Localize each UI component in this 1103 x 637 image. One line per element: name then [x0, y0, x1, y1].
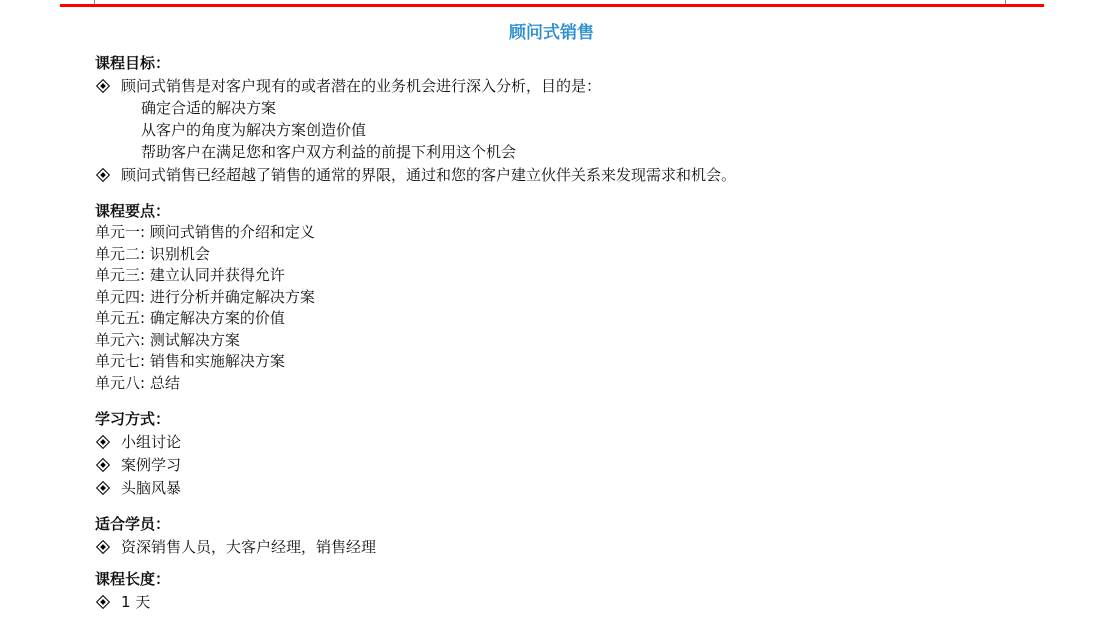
unit-item: 单元五: 确定解决方案的价值 — [95, 309, 285, 327]
method-heading: 学习方式： — [95, 410, 171, 428]
unit-item: 单元七: 销售和实施解决方案 — [95, 352, 285, 370]
unit-item: 单元三: 建立认同并获得允许 — [95, 266, 285, 284]
method-item — [95, 430, 1035, 453]
method-item — [95, 476, 1035, 499]
method-item-text: 案例学习 — [121, 456, 182, 474]
audience-item — [95, 535, 1035, 558]
document-body — [95, 52, 1035, 613]
duration-heading: 课程长度： — [95, 570, 171, 588]
goal-bullet-text: 顾问式销售是对客户现有的或者潜在的业务机会进行深入分析，目的是： — [121, 77, 602, 95]
goal-heading: 课程目标： — [95, 54, 171, 72]
diamond-bullet-icon — [95, 457, 111, 473]
goal-sub-item: 确定合适的解决方案 — [141, 99, 277, 117]
audience-item-text: 资深销售人员，大客户经理，销售经理 — [121, 538, 377, 556]
goal-bullet — [95, 74, 1035, 97]
audience-heading: 适合学员： — [95, 515, 171, 533]
diamond-bullet-icon — [95, 434, 111, 450]
unit-item: 单元六: 测试解决方案 — [95, 330, 240, 349]
points-heading: 课程要点： — [95, 202, 171, 220]
document-title: 顾问式销售 — [509, 23, 594, 43]
method-item-text: 小组讨论 — [121, 433, 182, 451]
goal-bullet — [95, 163, 1035, 186]
unit-item: 单元四: 进行分析并确定解决方案 — [95, 287, 315, 306]
unit-item: 单元八: 总结 — [95, 373, 180, 392]
diamond-bullet-icon — [95, 594, 111, 610]
duration-item — [95, 590, 1035, 613]
duration-item-text: 1 天 — [121, 593, 151, 611]
goal-bullet-text: 顾问式销售已经超越了销售的通常的界限，通过和您的客户建立伙伴关系来发现需求和机会。 — [121, 166, 737, 184]
diamond-bullet-icon — [95, 167, 111, 183]
diamond-bullet-icon — [95, 539, 111, 555]
unit-item: 单元一: 顾问式销售的介绍和定义 — [95, 223, 315, 241]
goal-sub-item: 从客户的角度为解决方案创造价值 — [141, 121, 367, 139]
goal-sub-item: 帮助客户在满足您和客户双方利益的前提下利用这个机会 — [141, 143, 517, 161]
header-red-rule — [60, 4, 1044, 7]
diamond-bullet-icon — [95, 480, 111, 496]
method-item — [95, 453, 1035, 476]
method-item-text: 头脑风暴 — [121, 479, 182, 497]
unit-item: 单元二: 识别机会 — [95, 244, 210, 263]
diamond-bullet-icon — [95, 78, 111, 94]
